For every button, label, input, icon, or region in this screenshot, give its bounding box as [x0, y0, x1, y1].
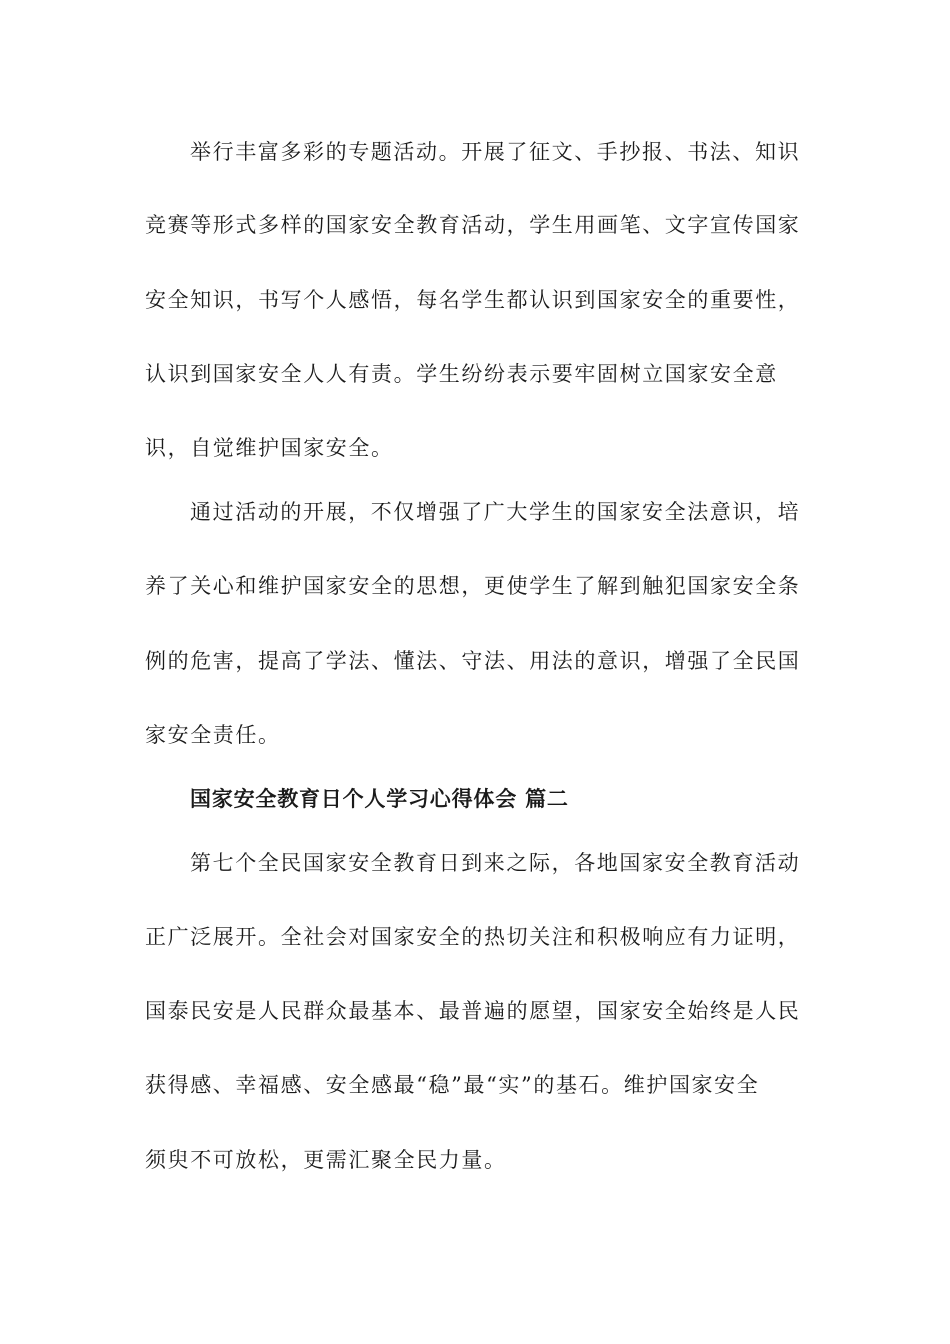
paragraph-line: 须臾不可放松，更需汇聚全民力量。: [145, 1148, 507, 1172]
paragraph-line: 通过活动的开展，不仅增强了广大学生的国家安全法意识，培: [190, 500, 801, 524]
paragraph-line: 安全知识，书写个人感悟，每名学生都认识到国家安全的重要性，: [145, 288, 801, 312]
paragraph-line: 例的危害，提高了学法、懂法、守法、用法的意识，增强了全民国: [145, 649, 801, 673]
paragraph-line: 识，自觉维护国家安全。: [145, 436, 394, 460]
paragraph-line: 获得感、幸福感、安全感最“稳”最“实”的基石。维护国家安全: [145, 1073, 760, 1097]
paragraph-line: 认识到国家安全人人有责。学生纷纷表示要牢固树立国家安全意: [145, 362, 778, 386]
section-heading: 国家安全教育日个人学习心得体会 篇二: [190, 786, 569, 811]
paragraph-line: 养了关心和维护国家安全的思想，更使学生了解到触犯国家安全条: [145, 574, 801, 598]
paragraph-line: 举行丰富多彩的专题活动。开展了征文、手抄报、书法、知识: [190, 140, 801, 164]
paragraph-line: 竞赛等形式多样的国家安全教育活动，学生用画笔、文字宣传国家: [145, 213, 801, 237]
paragraph-line: 正广泛展开。全社会对国家安全的热切关注和积极响应有力证明，: [145, 925, 801, 949]
paragraph-line: 第七个全民国家安全教育日到来之际，各地国家安全教育活动: [190, 851, 801, 875]
paragraph-line: 家安全责任。: [145, 723, 281, 747]
paragraph-line: 国泰民安是人民群众最基本、最普遍的愿望，国家安全始终是人民: [145, 999, 801, 1023]
